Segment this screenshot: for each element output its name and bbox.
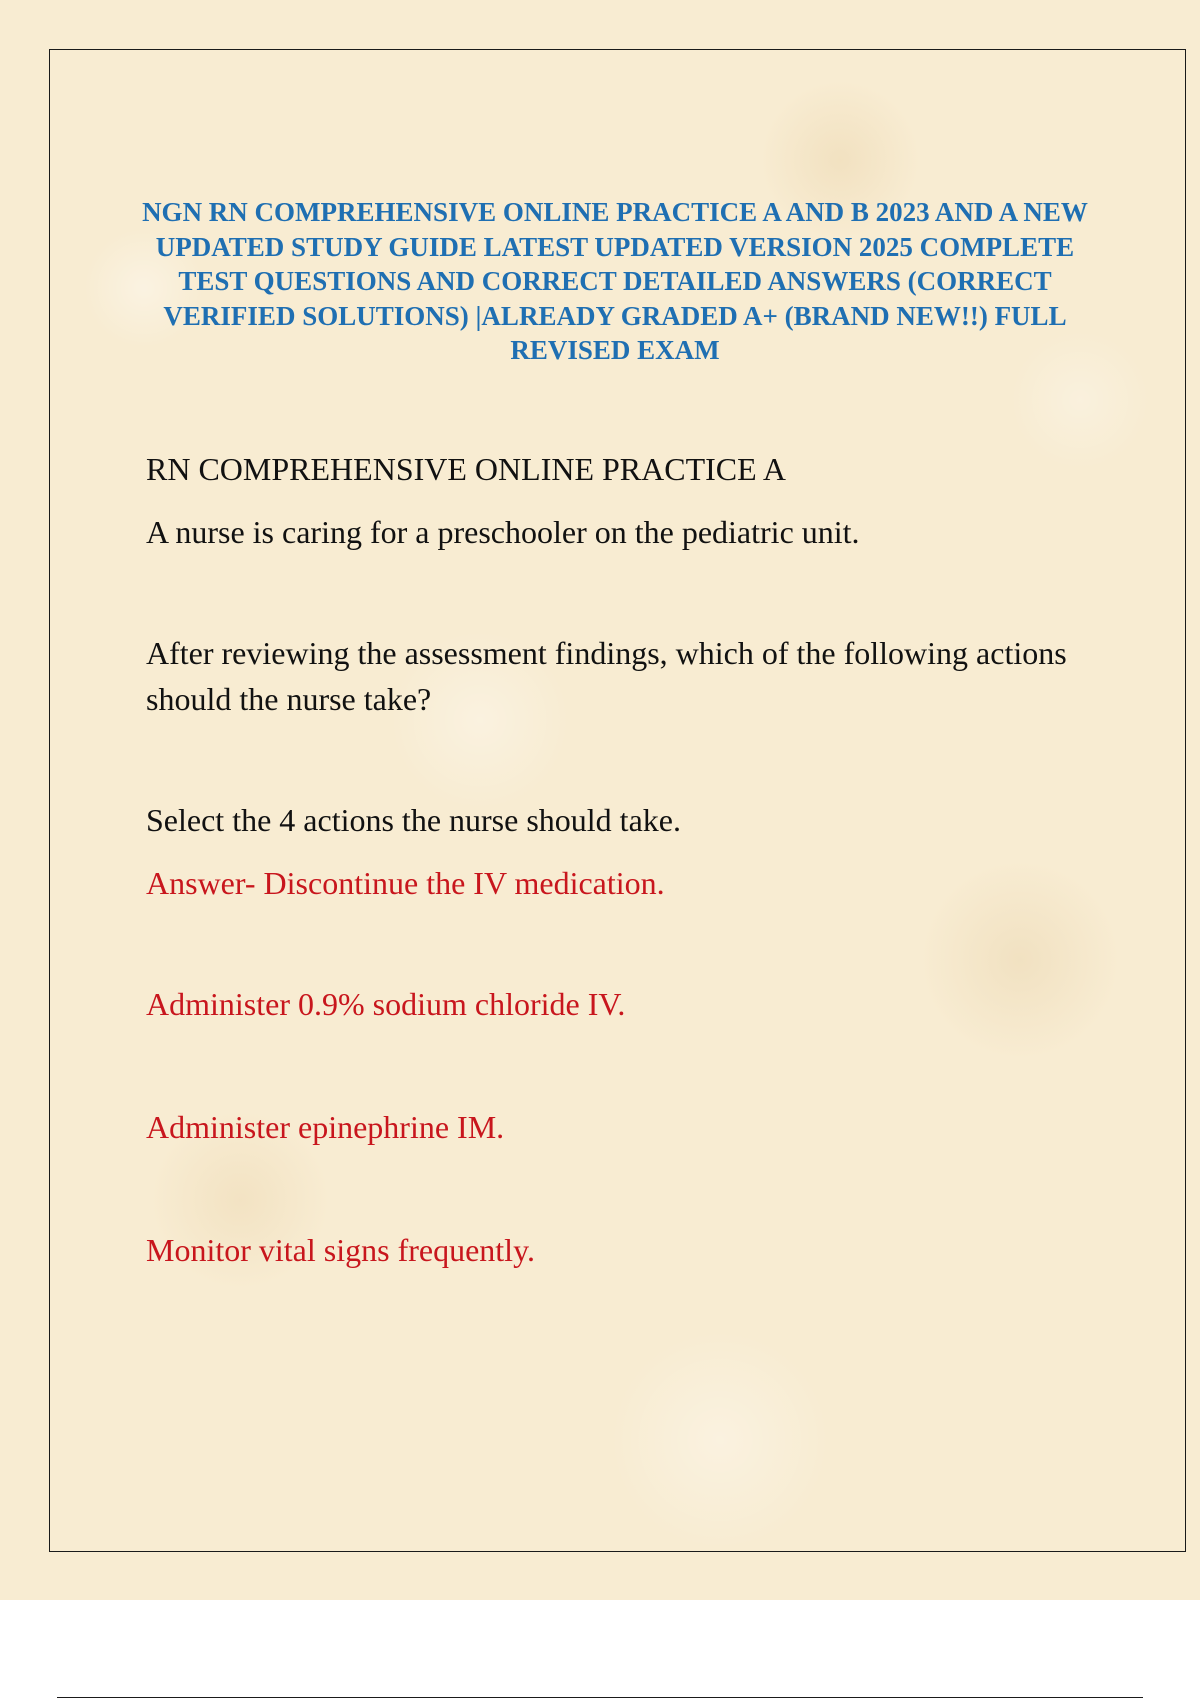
answer-instruction: Select the 4 actions the nurse should take.	[146, 802, 681, 838]
answer-option-4: Monitor vital signs frequently.	[146, 1232, 535, 1268]
question-prompt: After reviewing the assessment findings, which of the following actions should the nurse take?	[146, 635, 1067, 717]
section-heading: RN COMPREHENSIVE ONLINE PRACTICE A	[146, 451, 787, 487]
footer-divider	[57, 1697, 1143, 1698]
question-intro: A nurse is caring for a preschooler on the pediatric unit.	[146, 514, 860, 550]
document-title: NGN RN COMPREHENSIVE ONLINE PRACTICE A AND B 2023 AND A NEW UPDATED STUDY GUIDE LATEST UPDATED VERSION 2025 COMPLETE TEST QUESTIONS AND CORRECT DETAILED ANSWERS (CORRECT VERIFIED SOLUTIONS) |ALREADY GRADED A+ (BRAND NEW!!) FULL REVISED EXAM	[142, 197, 1088, 365]
answer-option-3: Administer epinephrine IM.	[146, 1109, 505, 1145]
answer-option-2: Administer 0.9% sodium chloride IV.	[146, 986, 626, 1022]
answer-option-1: Answer- Discontinue the IV medication.	[146, 865, 665, 901]
